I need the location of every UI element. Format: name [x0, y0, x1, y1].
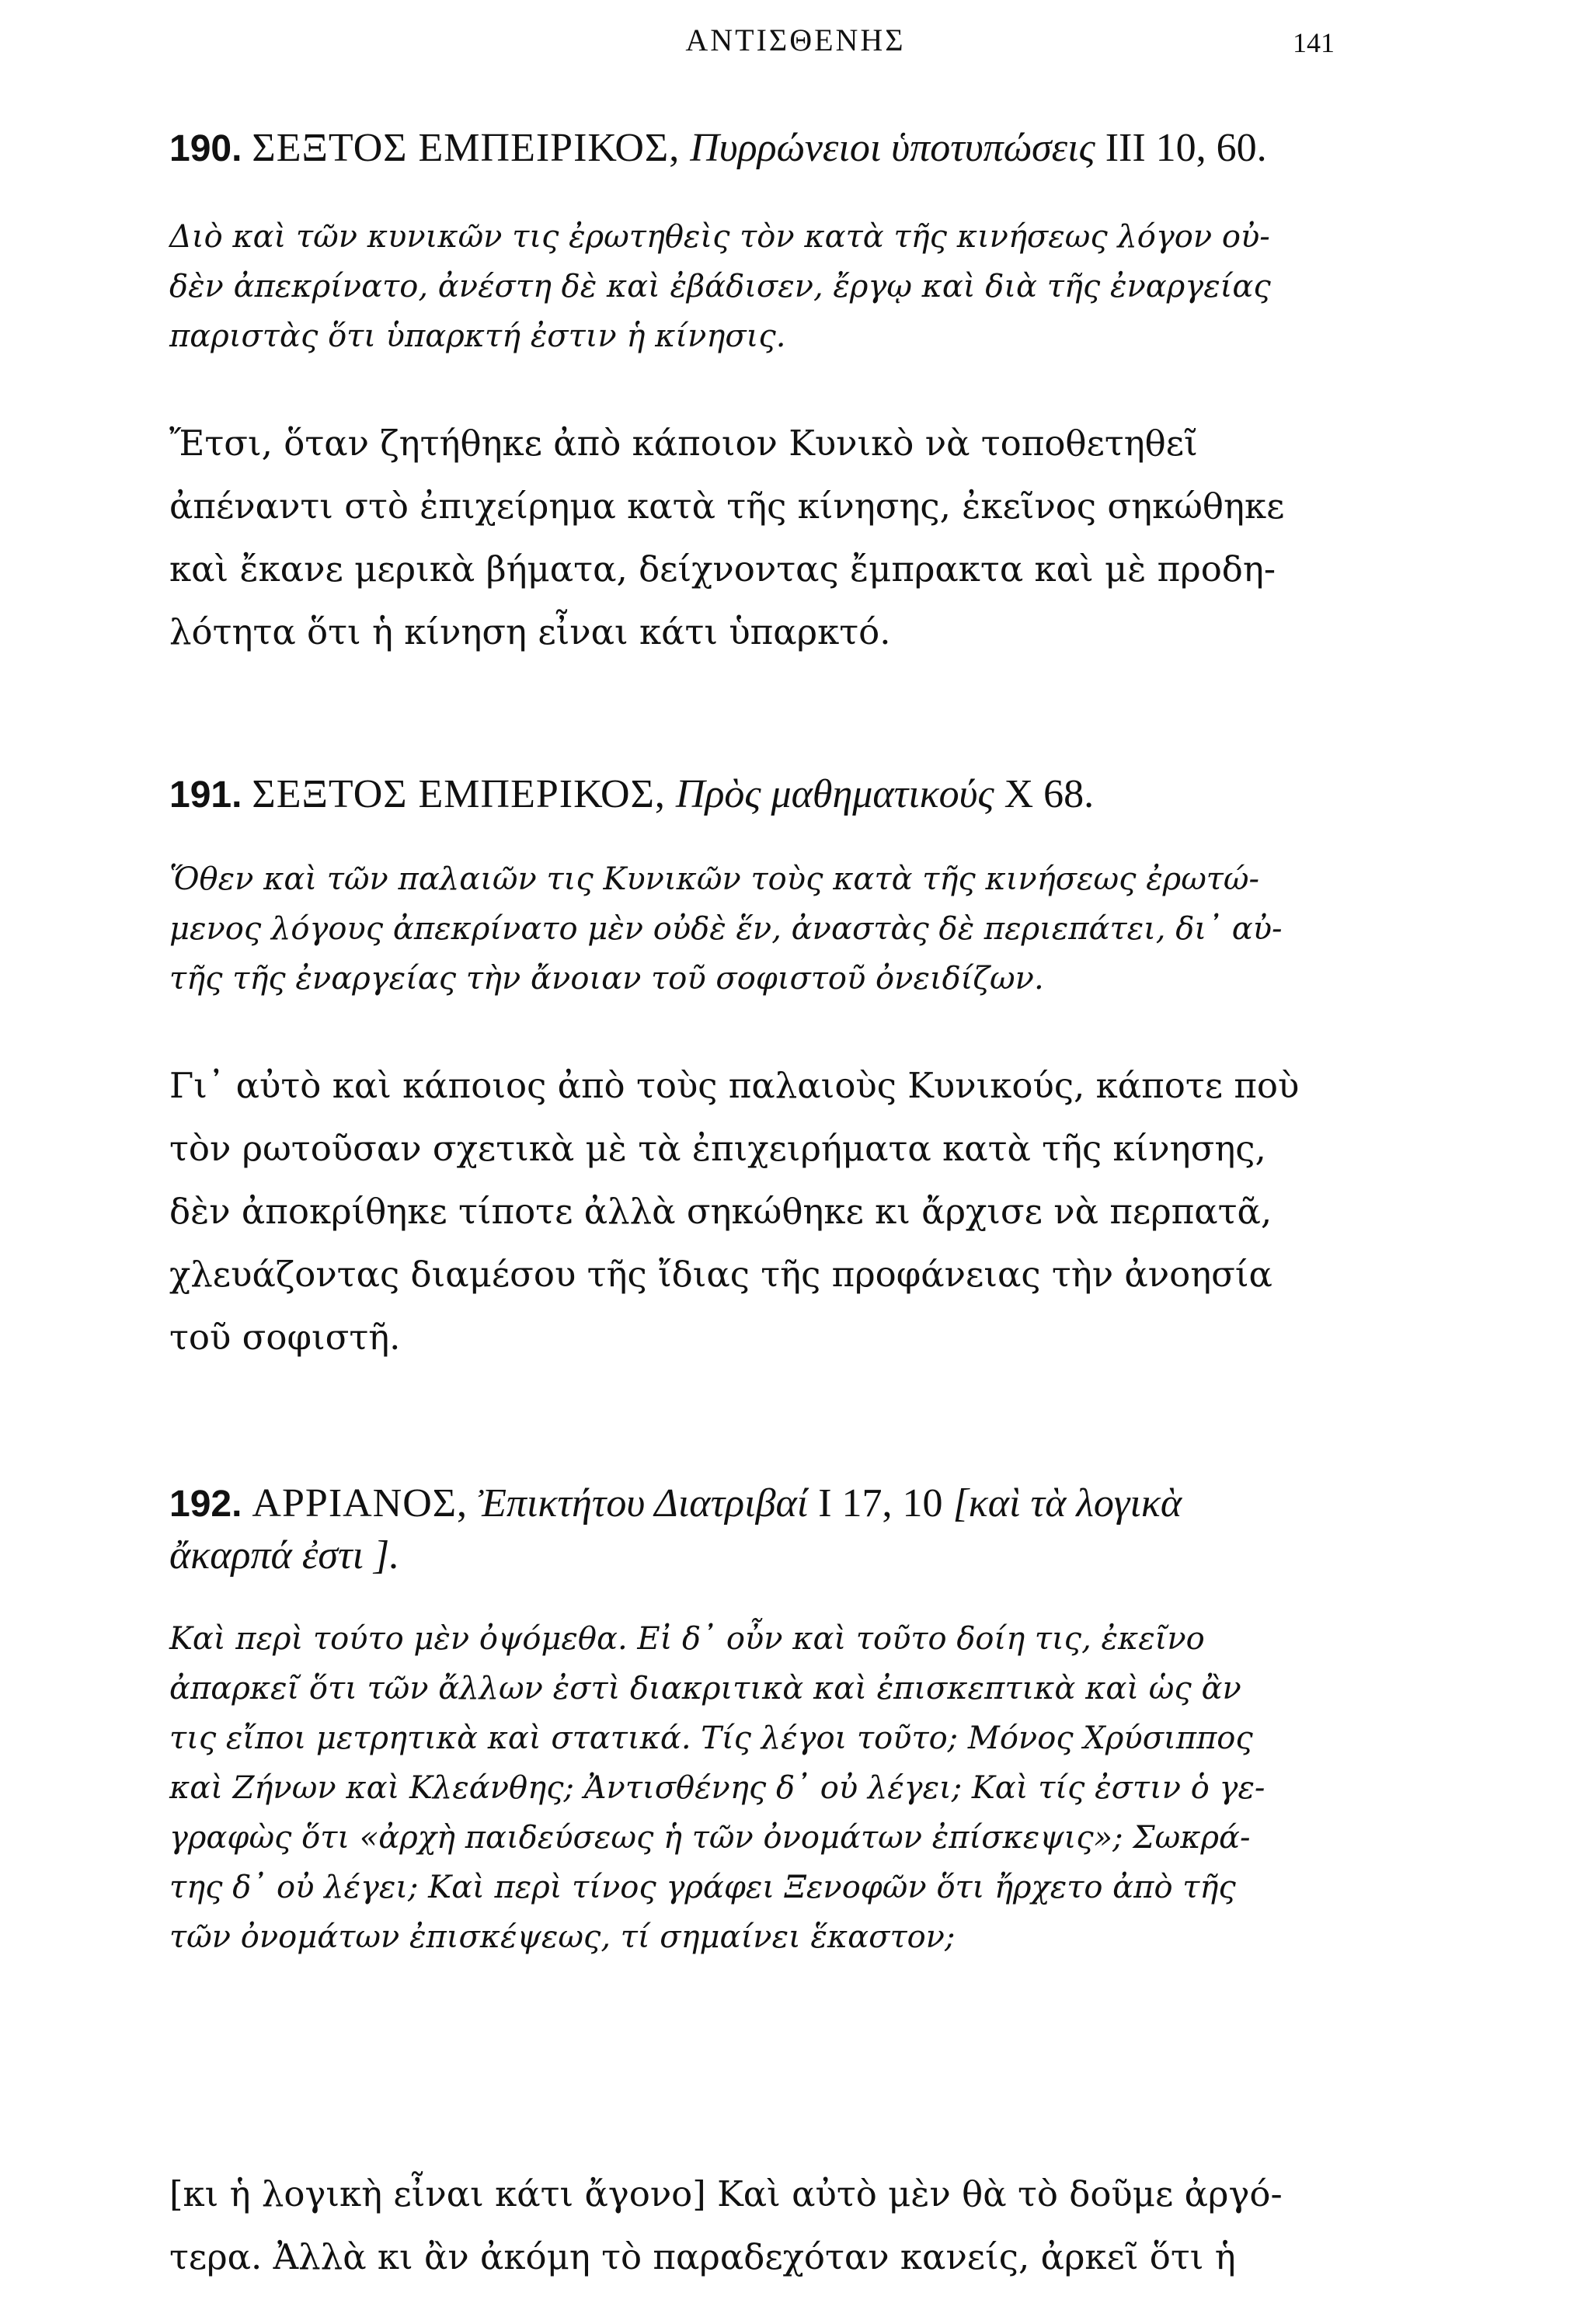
entry-number: 192. [169, 1484, 242, 1525]
translation-line: λότητα ὅτι ἡ κίνηση εἶναι κάτι ὑπαρκτό. [169, 611, 891, 652]
translation-text-190 [169, 412, 1381, 663]
translation-line: Ἔτσι, ὅταν ζητήθηκε ἀπὸ κάποιον Κυνικὸ νὰ τοποθετηθεῖ [169, 423, 1198, 464]
original-line: γραφὼς ὅτι «ἀρχὴ παιδεύσεως ἡ τῶν ὀνομάτων ἐπίσκεψις»; Σωκρά- [169, 1820, 1251, 1856]
entry-heading-continuation: ἄκαρπά ἐστι ]. [169, 1533, 400, 1578]
original-line: της δ᾽ οὐ λέγει; Καὶ περὶ τίνος γράφει Ξενοφῶν ὅτι ἤρχετο ἀπὸ τῆς [169, 1870, 1236, 1905]
original-line: τῆς τῆς ἐναργείας τὴν ἄνοιαν τοῦ σοφιστοῦ ὀνειδίζων. [169, 961, 1044, 997]
translation-line: [κι ἡ λογικὴ εἶναι κάτι ἄγονο] Καὶ αὐτὸ μὲν θὰ τὸ δοῦμε ἀργό- [169, 2173, 1283, 2214]
translation-text-191 [169, 1054, 1381, 1369]
original-text-190 [169, 212, 1381, 361]
entry-work: Πυρρώνειοι ὑποτυπώσεις [690, 126, 1095, 170]
original-line: καὶ Ζήνων καὶ Κλεάνθης; Ἀντισθένης δ᾽ οὐ λέγει; Καὶ τίς ἐστιν ὁ γε- [169, 1770, 1265, 1806]
entry-heading-190 [169, 123, 1381, 175]
original-line: δὲν ἀπεκρίνατο, ἀνέστη δὲ καὶ ἐβάδισεν, ἔργῳ καὶ διὰ τῆς ἐναργείας [169, 269, 1271, 304]
entry-number: 190. [169, 128, 242, 169]
entry-author: ΣΕΞΤΟΣ ΕΜΠΕΙΡΙΚΟΣ, [252, 126, 681, 170]
original-line: τῶν ὀνομάτων ἐπισκέψεως, τί σημαίνει ἕκαστον; [169, 1919, 956, 1955]
entry-heading-192 [169, 1478, 1381, 1530]
translation-line: τερα. Ἀλλὰ κι ἂν ἀκόμη τὸ παραδεχόταν κανείς, ἀρκεῖ ὅτι ἡ [169, 2236, 1236, 2277]
entry-reference: X 68. [994, 772, 1095, 816]
original-line: Καὶ περὶ τούτο μὲν ὀψόμεθα. Εἰ δ᾽ οὖν καὶ τοῦτο δοίη τις, ἐκεῖνο [169, 1621, 1205, 1657]
translation-line: τὸν ρωτοῦσαν σχετικὰ μὲ τὰ ἐπιχειρήματα κατὰ τῆς κίνησης, [169, 1128, 1266, 1169]
entry-author: ΑΡΡΙΑΝΟΣ, [252, 1481, 468, 1526]
entry-work: Ἐπικτήτου Διατριβαί [478, 1481, 809, 1526]
original-line: Ὅθεν καὶ τῶν παλαιῶν τις Κυνικῶν τοὺς κατὰ τῆς κινήσεως ἐρωτώ- [169, 861, 1260, 897]
translation-line: καὶ ἔκανε μερικὰ βήματα, δείχνοντας ἔμπρακτα καὶ μὲ προδη- [169, 548, 1276, 590]
running-header [0, 22, 1591, 68]
translation-line: ἀπέναντι στὸ ἐπιχείρημα κατὰ τῆς κίνησης, ἐκεῖνος σηκώθηκε [169, 485, 1285, 527]
translation-line: δὲν ἀποκρίθηκε τίποτε ἀλλὰ σηκώθηκε κι ἄρχισε νὰ περπατᾶ, [169, 1191, 1272, 1232]
page-number: 141 [1293, 27, 1335, 58]
original-line: μενος λόγους ἀπεκρίνατο μὲν οὐδὲ ἕν, ἀναστὰς δὲ περιεπάτει, δι᾽ αὐ- [169, 911, 1283, 947]
translation-line: χλευάζοντας διαμέσου τῆς ἴδιας τῆς προφάνειας τὴν ἀνοησία [169, 1254, 1272, 1295]
entry-number: 191. [169, 774, 242, 816]
original-line: ἀπαρκεῖ ὅτι τῶν ἄλλων ἐστὶ διακριτικὰ καὶ ἐπισκεπτικὰ καὶ ὡς ἂν [169, 1671, 1241, 1706]
entry-heading-191 [169, 769, 1381, 821]
original-text-192 [169, 1614, 1381, 1962]
translation-line: Γι᾽ αὐτὸ καὶ κάποιος ἀπὸ τοὺς παλαιοὺς Κυνικούς, κάποτε ποὺ [169, 1065, 1300, 1106]
original-line: τις εἴποι μετρητικὰ καὶ στατικά. Τίς λέγοι τοῦτο; Μόνος Χρύσιππος [169, 1720, 1253, 1756]
original-line: Διὸ καὶ τῶν κυνικῶν τις ἐρωτηθεὶς τὸν κατὰ τῆς κινήσεως λόγον οὐ- [169, 219, 1270, 255]
running-title: ΑΝΤΙΣΘΕΝΗΣ [685, 23, 906, 57]
entry-author: ΣΕΞΤΟΣ ΕΜΠΕΡΙΚΟΣ, [252, 772, 666, 816]
original-line: παριστὰς ὅτι ὑπαρκτή ἐστιν ἡ κίνησις. [169, 318, 786, 354]
translation-line: τοῦ σοφιστῆ. [169, 1317, 401, 1358]
entry-work: Πρὸς μαθηματικούς [675, 772, 994, 816]
translation-text-192 [169, 2162, 1381, 2288]
entry-heading-tail: [καὶ τὰ λογικὰ [952, 1481, 1182, 1526]
entry-reference: III 10, 60. [1095, 126, 1267, 170]
entry-reference: I 17, 10 [808, 1481, 953, 1526]
original-text-191 [169, 854, 1381, 1004]
